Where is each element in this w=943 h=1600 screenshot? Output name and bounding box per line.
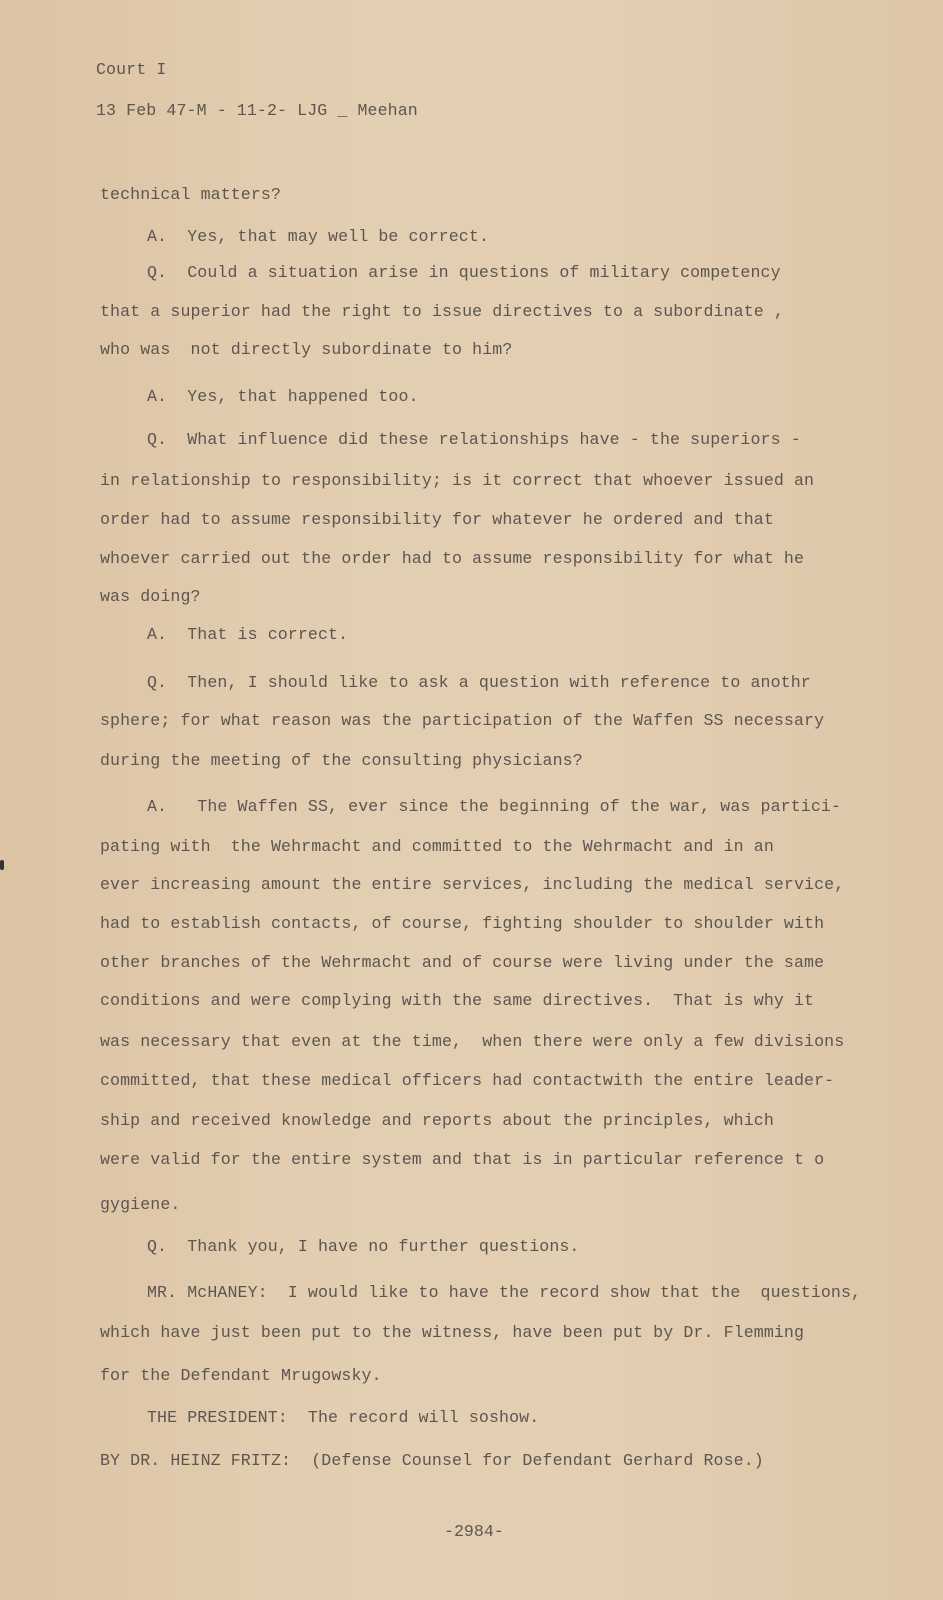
text-line: conditions and were complying with the same directives. That is why it [100,991,815,1010]
text-line: other branches of the Wehrmacht and of course were living under the same [100,953,825,972]
text-line: whoever carried out the order had to assume responsibility for what he [100,549,805,568]
text-line: ever increasing amount the entire services, including the medical service, [100,875,845,894]
text-line: Q. Then, I should like to ask a question with reference to anothr [147,673,811,692]
text-line: was doing? [100,587,201,606]
text-line: who was not directly subordinate to him? [100,340,513,359]
text-line: gygiene. [100,1195,181,1214]
text-line: A. Yes, that may well be correct. [147,227,489,246]
text-line: A. That is correct. [147,625,349,644]
text-line: ship and received knowledge and reports about the principles, which [100,1111,774,1130]
page-number: -2984- [444,1522,504,1541]
text-line: committed, that these medical officers had contactwith the entire leader- [100,1071,835,1090]
punch-hole [0,860,4,870]
text-line: for the Defendant Mrugowsky. [100,1366,382,1385]
text-line: BY DR. HEINZ FRITZ: (Defense Counsel for Defendant Gerhard Rose.) [100,1451,764,1470]
text-line: A. Yes, that happened too. [147,387,419,406]
text-line: Q. Could a situation arise in questions of military competency [147,263,781,282]
text-line: Q. What influence did these relationships have - the superiors - [147,430,801,449]
court-label: Court I [96,60,167,79]
text-line: in relationship to responsibility; is it correct that whoever issued an [100,471,815,490]
text-line: Q. Thank you, I have no further questions. [147,1237,580,1256]
text-line: MR. McHANEY: I would like to have the record show that the questions, [147,1283,862,1302]
text-line: which have just been put to the witness, have been put by Dr. Flemming [100,1323,805,1342]
session-line: 13 Feb 47-M - 11-2- LJG _ Meehan [96,101,418,120]
text-line: were valid for the entire system and that is in particular reference t o [100,1150,825,1169]
text-line: pating with the Wehrmacht and committed to the Wehrmacht and in an [100,837,774,856]
text-line: THE PRESIDENT: The record will soshow. [147,1408,540,1427]
text-line: was necessary that even at the time, when there were only a few divisions [100,1032,845,1051]
text-line: during the meeting of the consulting physicians? [100,751,583,770]
text-line: technical matters? [100,185,282,204]
text-line: sphere; for what reason was the participation of the Waffen SS necessary [100,711,825,730]
text-line: had to establish contacts, of course, fighting shoulder to shoulder with [100,914,825,933]
text-line: order had to assume responsibility for whatever he ordered and that [100,510,774,529]
text-line: that a superior had the right to issue directives to a subordinate , [100,302,784,321]
text-line: A. The Waffen SS, ever since the beginning of the war, was partici- [147,797,841,816]
